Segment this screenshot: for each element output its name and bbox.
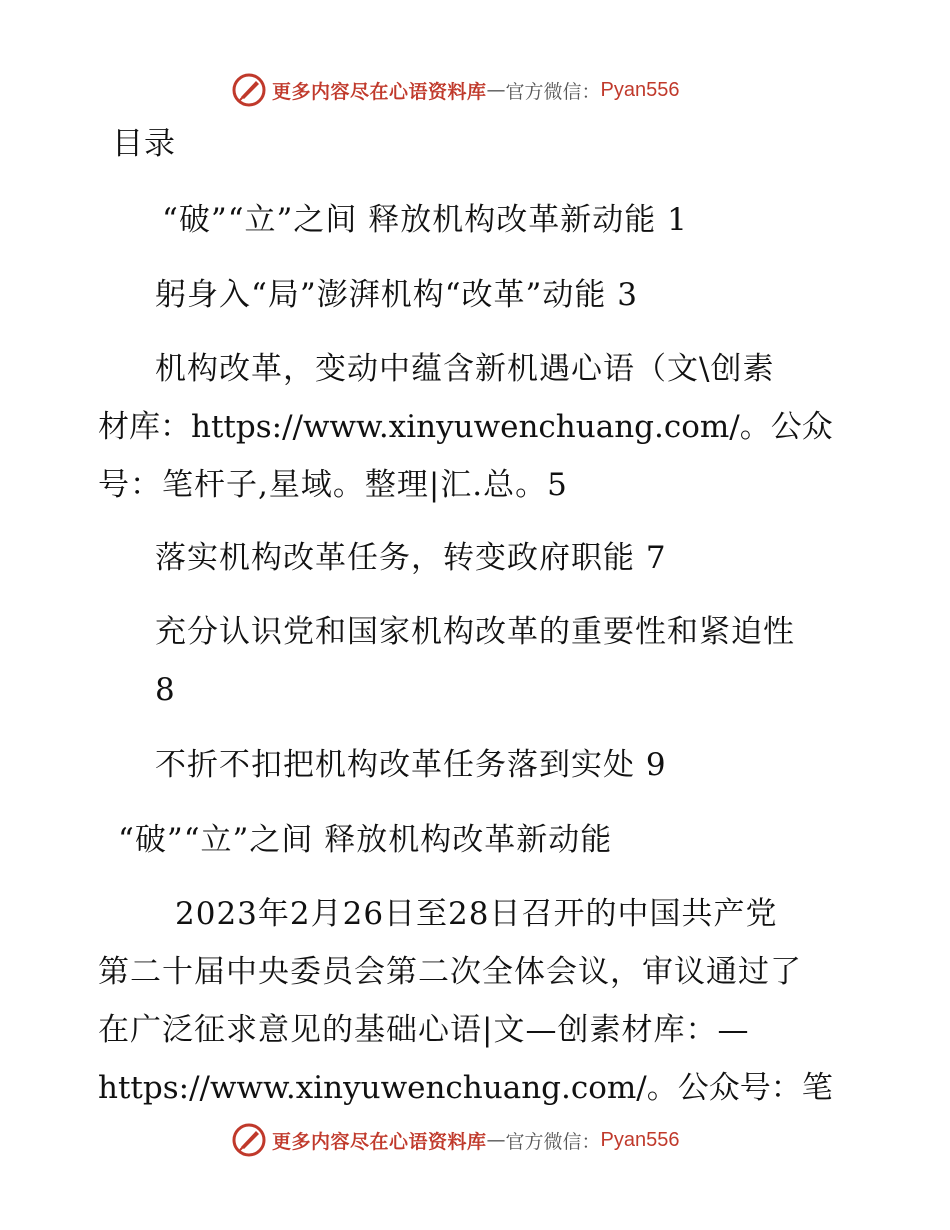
toc-entry-page-number: 8 xyxy=(155,672,176,708)
quill-logo-icon xyxy=(232,73,266,107)
watermark-separator: — xyxy=(486,1129,506,1151)
quill-logo-icon xyxy=(232,1123,266,1157)
toc-entry: 落实机构改革任务，转变政府职能 7 xyxy=(155,540,667,576)
toc-heading: 目录 xyxy=(112,126,176,162)
toc-entry: 充分认识党和国家机构改革的重要性和紧迫性 xyxy=(155,614,795,650)
watermark-official-label: 官方微信： xyxy=(505,80,601,103)
body-line: 第二十届中央委员会第二次全体会议，审议通过了 xyxy=(98,954,802,990)
watermark-official-label: 官方微信： xyxy=(505,1130,601,1153)
body-line: 2023年2月26日至28日召开的中国共产党 xyxy=(175,896,778,932)
watermark-wechat-id: Pyan556 xyxy=(600,78,680,101)
watermark-text: 更多内容尽在心语资料库 xyxy=(272,80,487,103)
footer-watermark xyxy=(232,1122,680,1158)
body-line: https://www.xinyuwenchuang.com/。公众号：笔 xyxy=(98,1070,833,1106)
toc-entry-continued: 材库：https://www.xinyuwenchuang.com/。公众 xyxy=(98,409,833,445)
toc-entry: 不折不扣把机构改革任务落到实处 9 xyxy=(155,747,667,783)
body-line: 在广泛征求意见的基础心语|文—创素材库：— xyxy=(98,1012,750,1048)
toc-entry: 躬身入“局”澎湃机构“改革”动能 3 xyxy=(155,277,638,313)
article-title: “破”“立”之间 释放机构改革新动能 xyxy=(118,822,613,858)
header-watermark xyxy=(232,72,680,108)
toc-entry: 机构改革，变动中蕴含新机遇心语（文\创素 xyxy=(155,351,775,387)
watermark-text: 更多内容尽在心语资料库 xyxy=(272,1130,487,1153)
watermark-wechat-id: Pyan556 xyxy=(600,1128,680,1151)
toc-entry: “破”“立”之间 释放机构改革新动能 1 xyxy=(162,202,688,238)
watermark-separator: — xyxy=(486,79,506,101)
toc-entry-continued: 号：笔杆子,星域。整理|汇.总。5 xyxy=(98,467,568,503)
